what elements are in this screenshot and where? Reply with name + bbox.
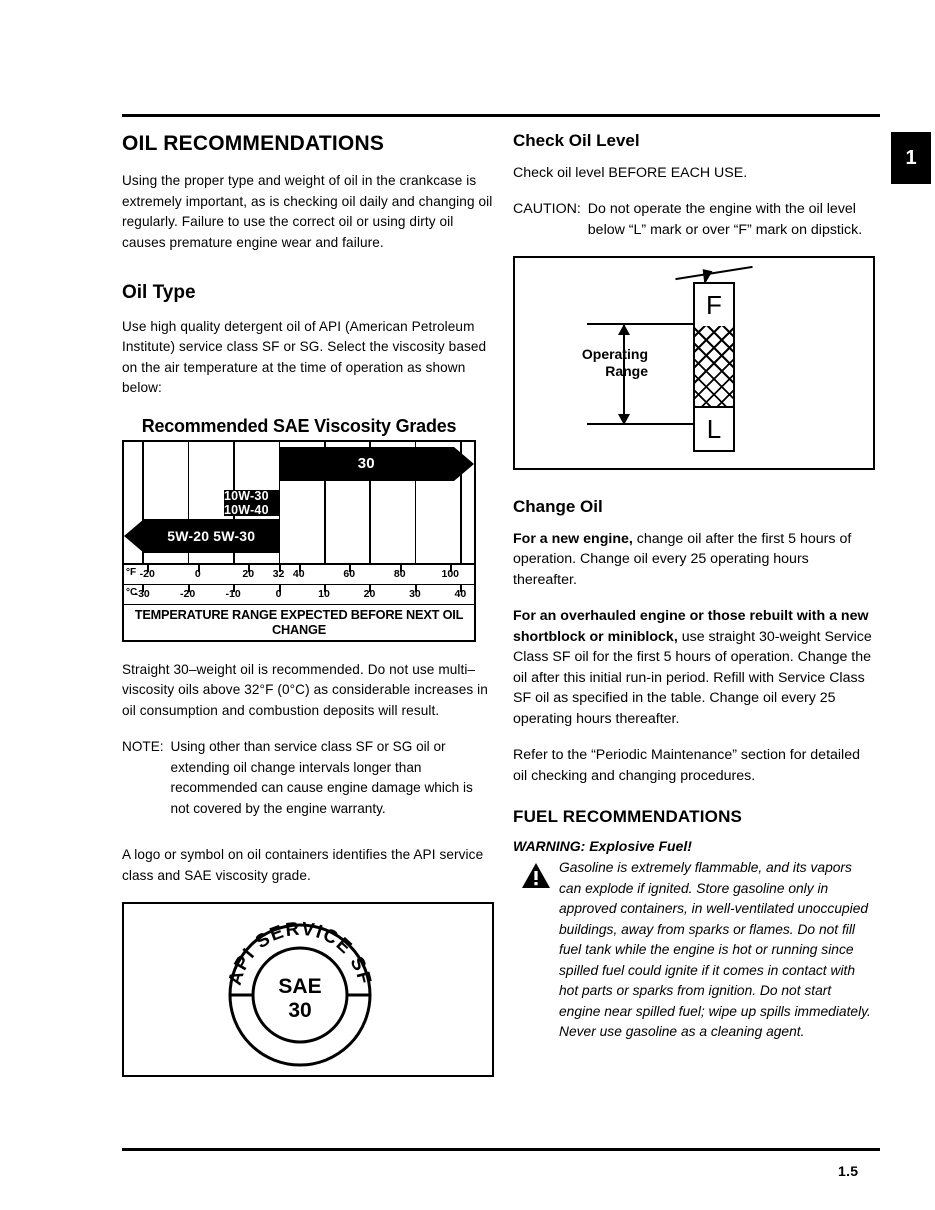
chart-axis-tick-label: -30: [134, 587, 150, 600]
chart-axis-tick-label: 20: [242, 567, 255, 580]
right-column: [513, 132, 875, 1043]
page-title: OIL RECOMMENDATIONS: [122, 132, 385, 155]
chart-bar-arrow-left-icon: [124, 519, 144, 553]
api-service-donut-logo: [212, 913, 388, 1067]
dipstick-full-mark: F: [695, 284, 733, 328]
chapter-tab: [891, 132, 931, 184]
change-oil-new-engine-lead: For a new engine,: [513, 530, 633, 547]
chart-bar-label: 5W-20 5W-30: [167, 527, 256, 544]
chart-box: [122, 440, 476, 642]
chart-axis-tick-label: 100: [441, 567, 460, 580]
warning-title: WARNING: Explosive Fuel!: [513, 838, 692, 855]
dimension-arrow-down-icon: [618, 414, 630, 425]
chart-bar: [224, 490, 279, 516]
straight-weight-paragraph: Straight 30–weight oil is recommended. Do not use multi–viscosity oils above 32°F (0°C) as considerable increases in oil consumption and combustion deposits will result.: [122, 661, 488, 718]
chart-bar-arrow-right-icon: [454, 447, 474, 481]
page-number: 1.5: [838, 1163, 859, 1179]
chart-bar: [144, 519, 279, 553]
check-oil-level-paragraph: Check oil level BEFORE EACH USE.: [513, 164, 748, 181]
warning-block: [513, 858, 875, 1043]
dipstick-low-mark: L: [695, 406, 733, 450]
oil-type-paragraph: Use high quality detergent oil of API (American Petroleum Institute) service class SF or SG. Select the viscosity based on the air temperature at the time of operation as shown below:: [122, 318, 487, 396]
warning-triangle-glyph: [521, 862, 551, 889]
chart-axis-tick-label: 80: [393, 567, 406, 580]
chart-axis-tick-label: 30: [409, 587, 421, 600]
api-logo-figure: [122, 902, 494, 1077]
viscosity-chart: [122, 415, 476, 642]
change-oil-overhauled-lead: For an overhauled engine or those rebuilt with a new shortblock or miniblock,: [513, 608, 869, 645]
chart-axis-tick-label: 10: [318, 587, 330, 600]
dimension-lead-top: [587, 323, 695, 325]
dipstick-pointer-line: [675, 266, 752, 280]
chart-axis-caption: TEMPERATURE RANGE EXPECTED BEFORE NEXT OIL CHANGE: [134, 606, 464, 637]
chart-axis-tick-label: 0: [194, 567, 201, 580]
left-column: [122, 132, 494, 1077]
fuel-recommendations-heading: FUEL RECOMMENDATIONS: [513, 807, 743, 827]
check-oil-level-heading: Check Oil Level: [513, 131, 640, 150]
dimension-arrow-up-icon: [618, 324, 630, 335]
change-oil-new-engine-paragraph: [513, 529, 875, 591]
warning-triangle-icon: [513, 858, 559, 1043]
chart-axis-fahrenheit: [124, 565, 474, 585]
note-text: Using other than service class SF or SG oil or extending oil change intervals longer than recommended can cause engine damage which is not covered by the engine warranty.: [170, 739, 473, 816]
chart-title: Recommended SAE Viscosity Grades: [141, 414, 457, 436]
chart-axis-celsius: [124, 585, 474, 605]
dipstick-figure: [513, 256, 875, 470]
operating-range-label-line2: Range: [605, 363, 648, 380]
api-logo-grade-label: 30: [288, 999, 312, 1023]
periodic-maintenance-paragraph: Refer to the “Periodic Maintenance” section for detailed oil checking and changing procedures.: [513, 747, 860, 784]
note-label: NOTE:: [122, 739, 164, 755]
chart-axis-tick-label: 0: [275, 587, 282, 600]
chart-axis-tick-label: -10: [225, 587, 241, 600]
operating-range-label-line1: Operating: [581, 346, 648, 363]
oil-type-heading: Oil Type: [122, 282, 196, 304]
logo-intro-paragraph: A logo or symbol on oil containers identifies the API service class and SAE viscosity grade.: [122, 847, 484, 883]
header-rule: [122, 114, 880, 117]
change-oil-new-engine-rest: change oil after the first 5 hours of operation. Change oil every 25 operating hours thereafter.: [513, 530, 852, 588]
api-logo-arc-text: API SERVICE SF: [224, 919, 376, 989]
chart-bar-label: 30: [357, 455, 375, 473]
change-oil-overhauled-rest: use straight 30-weight Service Class SF oil for the first 5 hours of operation. Change the oil after this initial run-in period. Refill with Service Class SF oil as specified in the table. Change oil every 25 operating hours thereafter.: [513, 628, 872, 727]
warning-text: Gasoline is extremely flammable, and its vapors can explode if ignited. Store gasoline only in approved containers, in well-ventilated unoccupied buildings, away from sparks or flames. Do not fill fuel tank while the engine is hot or running since spilled fuel could ignite if it comes in contact with hot parts or sparks from ignition. Do not start engine near spilled fuel; wipe up spills immediately. Never use gasoline as a cleaning agent.: [559, 860, 871, 1040]
chart-axis-tick-label: -20: [180, 587, 196, 600]
dimension-lead-bottom: [587, 423, 695, 425]
caution-text: Do not operate the engine with the oil level below “L” mark or over “F” mark on dipstick.: [587, 201, 863, 238]
dipstick: [693, 282, 735, 452]
chart-plot-area: [124, 442, 474, 565]
footer-rule: [122, 1148, 880, 1151]
chart-bar-label: 10W-30 10W-40: [224, 488, 269, 517]
change-oil-overhauled-paragraph: [513, 606, 875, 729]
chart-axis-tick-label: 40: [292, 567, 305, 580]
chart-axis-unit: °C: [126, 586, 138, 598]
oil-intro-paragraph: Using the proper type and weight of oil in the crankcase is extremely important, as is checking oil daily and changing oil regularly. Failure to use the correct oil or using dirty oil causes premature engine wear and failure.: [122, 173, 493, 250]
caution-label: CAUTION:: [513, 201, 581, 218]
chart-axis-tick-label: 32: [272, 567, 285, 580]
chart-axis-tick-label: 60: [343, 567, 356, 580]
chapter-tab-number: 1: [905, 146, 917, 169]
operating-range-label: [570, 346, 648, 380]
caution-block: [513, 199, 875, 240]
chart-axis-tick-label: 20: [363, 587, 376, 600]
chart-bar: [279, 447, 454, 481]
chart-axis-unit: °F: [126, 566, 137, 578]
chart-axis-tick-label: 40: [454, 587, 467, 600]
chart-axis-tick-label: -20: [139, 567, 155, 580]
api-logo-sae-label: SAE: [278, 975, 322, 999]
change-oil-heading: Change Oil: [513, 497, 603, 517]
dipstick-operating-range-hatch: [695, 326, 733, 408]
note-block: [122, 737, 494, 819]
